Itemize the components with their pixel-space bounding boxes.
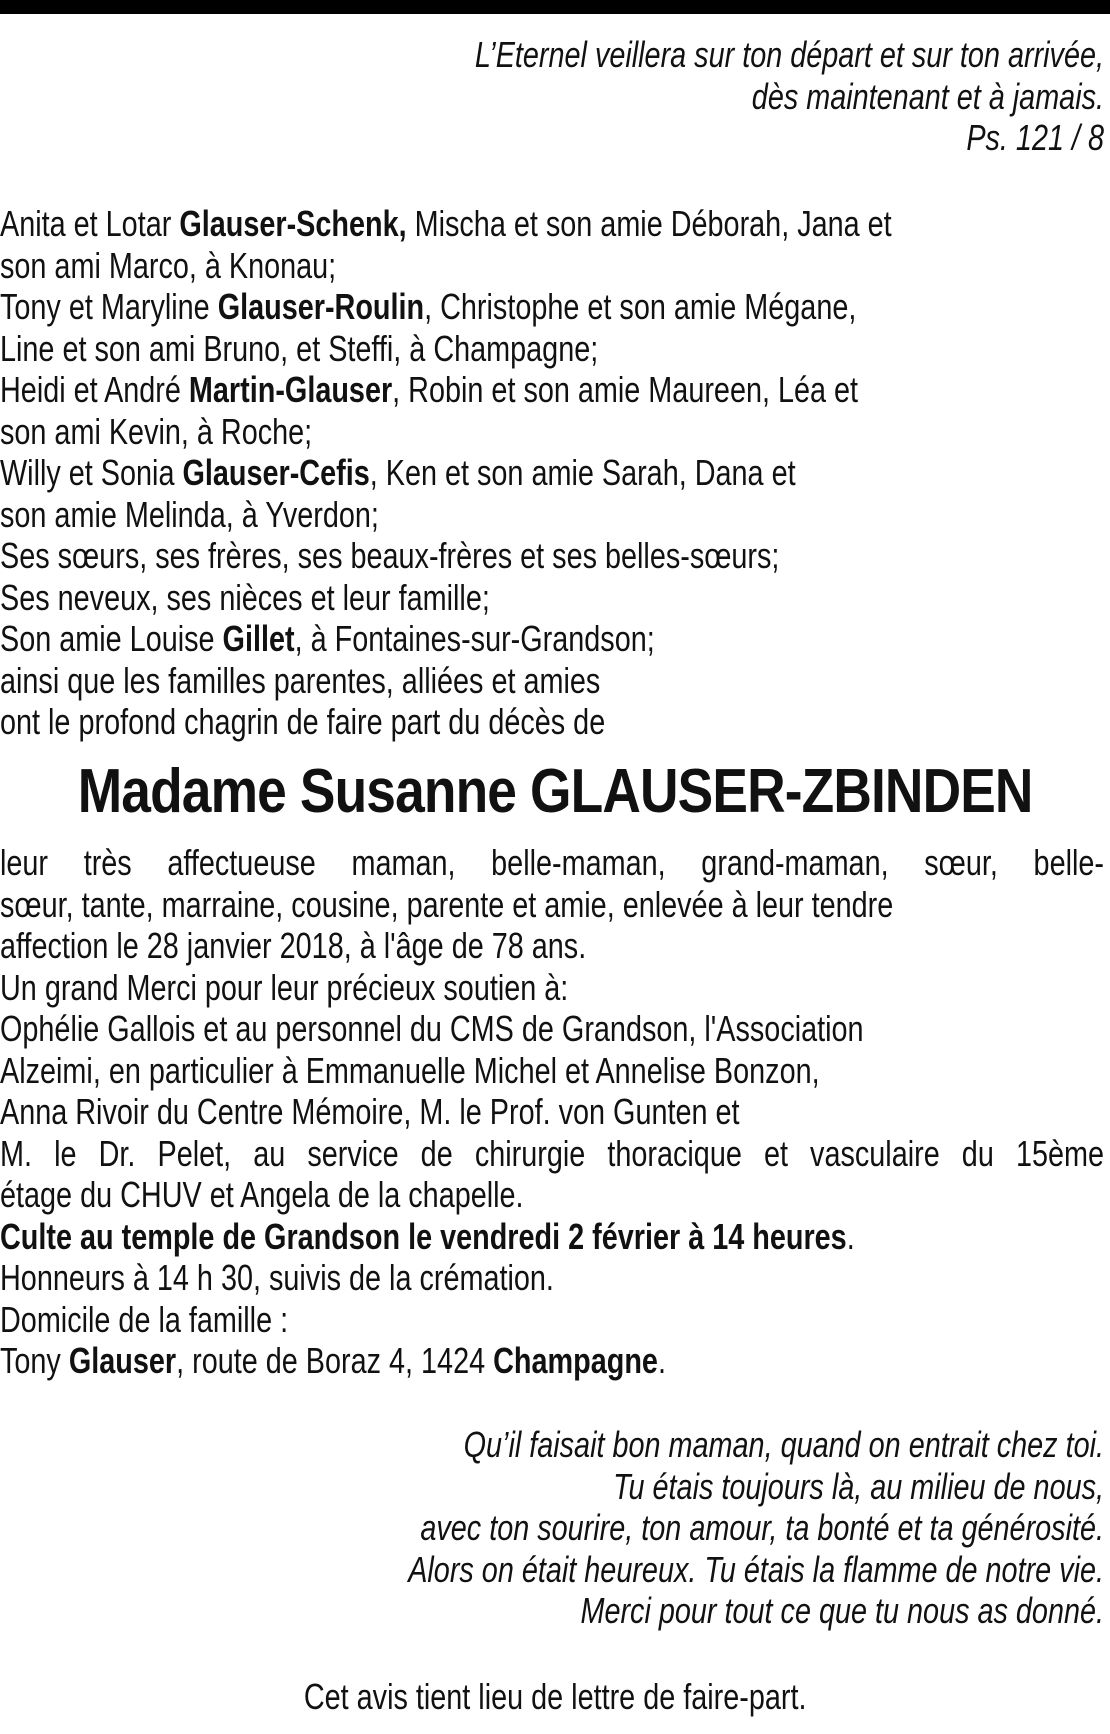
verse-line: Tu étais toujours là, au milieu de nous, [613, 1465, 1104, 1507]
family-line [0, 411, 1104, 453]
body-line: Un grand Merci pour leur précieux soutien à: [0, 966, 569, 1008]
family-line [0, 369, 1104, 411]
family-text: Anita et Lotar [0, 203, 180, 244]
family-line [0, 328, 1104, 370]
address-place: Champagne [493, 1340, 658, 1381]
notice-body [0, 842, 1104, 1382]
body-line: Ophélie Gallois et au personnel du CMS de Grandson, l'Association [0, 1008, 864, 1049]
service-line [0, 1216, 1104, 1258]
family-text: Tony et Maryline [0, 286, 218, 327]
family-text: Ses neveux, ses nièces et leur famille; [0, 576, 490, 618]
family-text: , à Fontaines-sur-Grandson; [294, 618, 655, 659]
family-text: Line et son ami Bruno, et Steffi, à Champagne; [0, 327, 599, 369]
address-text: , route de Boraz 4, 1424 [176, 1340, 494, 1381]
deceased-name: Madame Susanne GLAUSER-ZBINDEN [77, 757, 1033, 826]
family-text: ainsi que les familles parentes, alliées et amies [0, 659, 601, 701]
body-line: Alzeimi, en particulier à Emmanuelle Michel et Annelise Bonzon, [0, 1049, 820, 1091]
body-line: sœur, tante, marraine, cousine, parente et amie, enlevée à leur tendre [0, 883, 894, 925]
family-line [0, 535, 1104, 577]
family-text: son ami Kevin, à Roche; [0, 410, 313, 452]
top-verse [0, 34, 1104, 159]
family-line [0, 660, 1104, 702]
body-line: affection le 28 janvier 2018, à l'âge de 78 ans. [0, 925, 587, 966]
family-text: son amie Melinda, à Yverdon; [0, 493, 379, 535]
service-info: Culte au temple de Grandson le vendredi 2 février à 14 heures [0, 1215, 847, 1257]
family-text: Son amie Louise [0, 618, 223, 659]
address-punct: . [657, 1340, 666, 1381]
address-text: Tony [0, 1340, 69, 1381]
verse-line: Merci pour tout ce que tu nous as donné. [580, 1590, 1104, 1631]
body-line: étage du CHUV et Angela de la chapelle. [0, 1174, 524, 1215]
family-text: son ami Marco, à Knonau; [0, 244, 337, 286]
footer-note-block [0, 1676, 1110, 1717]
footer-note: Cet avis tient lieu de lettre de faire-part. [303, 1676, 807, 1717]
address-name: Glauser [68, 1340, 177, 1381]
family-text: , Ken et son amie Sarah, Dana et [369, 452, 796, 493]
family-line [0, 452, 1104, 494]
verse-line: Alors on était heureux. Tu étais la flamme de notre vie. [408, 1548, 1104, 1590]
service-punct: . [846, 1215, 855, 1257]
family-text: Willy et Sonia [0, 452, 183, 493]
family-line [0, 577, 1104, 619]
verse-line: Qu’il faisait bon maman, quand on entrait chez toi. [463, 1424, 1104, 1465]
family-line [0, 245, 1104, 287]
deceased-name-block [0, 754, 1110, 830]
address-line [0, 1340, 1104, 1382]
body-line: M. le Dr. Pelet, au service de chirurgie thoracique et vasculaire du 15ème [0, 1132, 1104, 1174]
family-surname: Glauser-Roulin [217, 286, 425, 327]
family-line [0, 618, 1104, 660]
family-text: , Robin et son amie Maureen, Léa et [392, 369, 859, 410]
verse-reference: Ps. 121 / 8 [966, 117, 1104, 158]
family-surname: Gillet [222, 618, 295, 659]
family-text: Mischa et son amie Déborah, Jana et [406, 203, 892, 244]
top-rule [0, 0, 1110, 14]
body-line: Anna Rivoir du Centre Mémoire, M. le Prof. von Gunten et [0, 1091, 740, 1132]
body-line: leur très affectueuse maman, belle-maman, grand-maman, sœur, belle- [0, 842, 1104, 883]
family-surname: Glauser-Cefis [182, 452, 370, 493]
verse-line: L’Eternel veillera sur ton départ et sur ton arrivée, [474, 34, 1104, 75]
family-text: Heidi et André [0, 369, 189, 410]
verse-line: avec ton sourire, ton amour, ta bonté et ta générosité. [420, 1507, 1104, 1548]
family-line [0, 286, 1104, 328]
family-line [0, 203, 1104, 245]
honours-line: Honneurs à 14 h 30, suivis de la crémation. [0, 1257, 554, 1298]
domicile-label: Domicile de la famille : [0, 1298, 289, 1340]
family-text: , Christophe et son amie Mégane, [424, 286, 857, 327]
family-text: Ses sœurs, ses frères, ses beaux-frères et ses belles-sœurs; [0, 535, 780, 576]
family-list [0, 203, 892, 743]
family-text: ont le profond chagrin de faire part du décès de [0, 701, 606, 742]
family-surname: Glauser-Schenk, [179, 203, 407, 244]
family-surname: Martin-Glauser [188, 369, 393, 410]
bottom-verse [0, 1424, 1104, 1632]
verse-line: dès maintenant et à jamais. [751, 75, 1104, 117]
family-line [0, 494, 1104, 536]
family-line [0, 701, 1104, 743]
